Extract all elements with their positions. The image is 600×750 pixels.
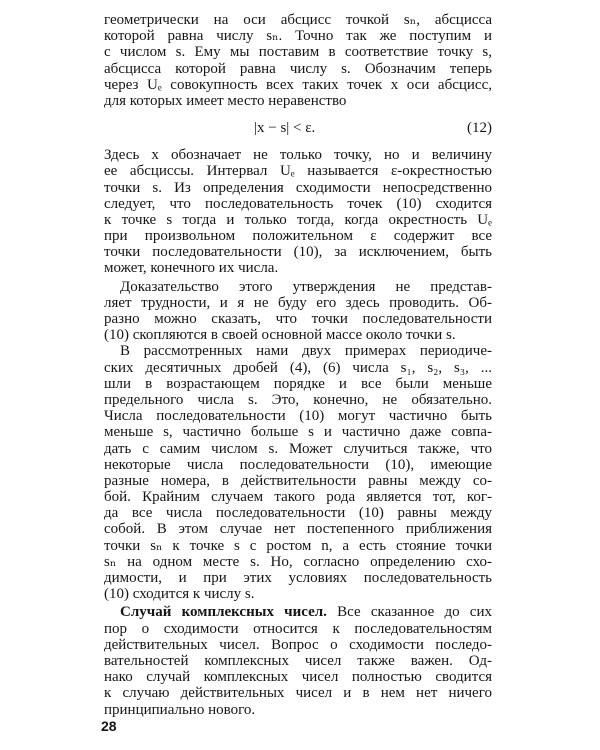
equation-number: (12): [467, 120, 492, 137]
text-line: [104, 604, 492, 620]
text-line: точки sₙ к точке s с ростом n, а есть стояние точки: [104, 537, 492, 554]
text-line: действительных чисел. Вопрос о сходимости последо-: [104, 636, 492, 653]
text-line: димости, и при этих условиях последовательность: [104, 570, 492, 586]
text-line: Числа последовательности (10) могут частично быть: [104, 408, 492, 425]
text-line: ее абсциссы. Интервал Uₑ называется ε-окрестностью: [104, 163, 492, 180]
text-line: точки последовательности (10), за исключением, быть: [104, 244, 492, 261]
section-heading: Случай комплексных чисел.: [120, 604, 327, 621]
text-line: Доказательство этого утверждения не представ-: [120, 278, 492, 295]
text-line: может, конечного их числа.: [104, 260, 279, 277]
text-line: следует, что последовательность точек (10) сходится: [104, 195, 492, 212]
intro-paragraph: [104, 12, 492, 109]
text-line: да все числа последовательности (10) равны между: [104, 505, 492, 522]
text-line: точки s. Из определения сходимости непосредственно: [104, 179, 492, 196]
text-line: для которых имеет место неравенство: [104, 92, 347, 109]
text-line: принципиально нового.: [104, 701, 256, 718]
paragraph-examples: [104, 343, 492, 602]
text-line: дать с самим числом s. Может случиться также, что: [104, 440, 492, 457]
text-line: абсцисса которой равна числу s. Обозначим теперь: [104, 60, 492, 77]
text-line: собой. В этом случае нет постепенного приближения: [104, 521, 492, 538]
paragraph-proof-note: [104, 279, 492, 344]
text-line: (10) сходится к числу s.: [104, 586, 255, 603]
text-line: геометрически на оси абсцисс точкой sₙ, абсцисса: [104, 12, 492, 28]
text-line: вательностей комплексных чисел также важен. Од-: [104, 652, 492, 669]
paragraph-complex-numbers: [104, 604, 492, 717]
text-line: (10) скопляются в своей основной массе около точки s.: [104, 327, 456, 344]
inequality-formula: |x − s| < ε.: [254, 120, 316, 137]
text-line: при произвольном положительном ε содержит все: [104, 228, 492, 245]
formula-row: [104, 113, 492, 143]
text-line: В рассмотренных нами двух примерах периодиче-: [120, 343, 492, 360]
text-line: пор о сходимости относится к последовательностям: [104, 620, 492, 637]
text-line: к случаю действительных чисел и в нем нет ничего: [104, 685, 492, 702]
text-line: sₙ на одном месте s. Но, согласно определению схо-: [104, 553, 492, 570]
text-line: через Uₑ совокупность всех таких точек x оси абсцисс,: [104, 76, 492, 93]
heading-line-rest: Все сказанное до сих: [337, 604, 492, 621]
text-line: с числом s. Ему мы поставим в соответствие точку s,: [104, 44, 492, 61]
page-number: 28: [101, 718, 117, 734]
text-line: к точке s тогда и только тогда, когда окрестность Uₑ: [104, 211, 492, 228]
text-line: которой равна числу sₙ. Точно так же поступим и: [104, 28, 492, 45]
text-line: предельного числа s. Это, конечно, не обязательно.: [104, 391, 492, 408]
text-line: разно можно сказать, что точки последовательности: [104, 311, 492, 327]
text-line: Здесь x обозначает не только точку, но и величину: [104, 147, 492, 164]
text-line: ских десятичных дробей (4), (6) числа s₁, s₂, s₃, ...: [104, 359, 492, 376]
text-line: шли в возрастающем порядке и все были меньше: [104, 375, 492, 392]
text-line: некоторые числа последовательности (10), имеющие: [104, 456, 492, 473]
paragraph-neighborhood: [104, 147, 492, 277]
text-line: разные номера, в действительности равны между со-: [104, 472, 492, 489]
text-line: ляет трудности, и я не буду его здесь проводить. Об-: [104, 294, 492, 311]
text-block: [104, 12, 492, 718]
text-line: меньше s, частично больше s и частично даже совпа-: [104, 424, 492, 441]
text-line: бой. Крайним случаем такого рода является тот, ког-: [104, 489, 492, 506]
text-line: нако случай комплексных чисел полностью сводится: [104, 669, 492, 686]
